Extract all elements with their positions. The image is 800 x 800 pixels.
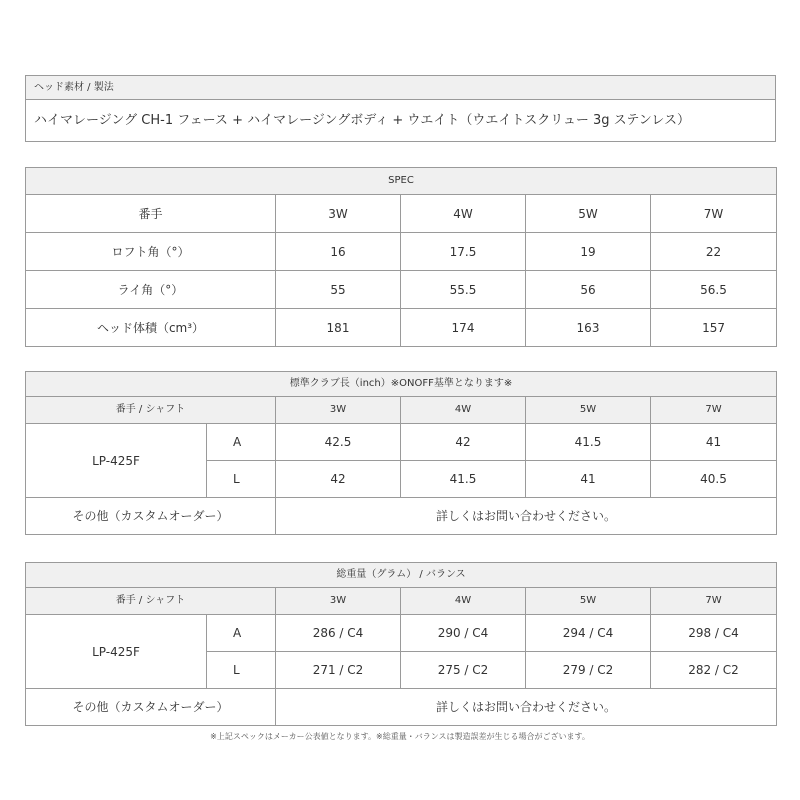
length-col-header: 7W (651, 397, 777, 424)
table-cell: 275 / C2 (401, 652, 526, 689)
table-cell: 163 (526, 309, 651, 347)
table-row (26, 689, 777, 726)
spec-col-header: 4W (401, 195, 526, 233)
table-cell: 55.5 (401, 271, 526, 309)
table-row (26, 615, 777, 652)
row-label: ライ角（°） (26, 271, 276, 309)
weight-col-header: 4W (401, 588, 526, 615)
table-cell: 42.5 (276, 424, 401, 461)
table-cell: 55 (276, 271, 401, 309)
table-cell: 290 / C4 (401, 615, 526, 652)
table-row (26, 309, 777, 347)
footnote: ※上記スペックはメーカー公表値となります。※総重量・バランスは製造誤差が生じる場合がございます。 (210, 732, 590, 741)
length-title: 標準クラブ長（inch）※ONOFF基準となります※ (26, 372, 777, 397)
table-cell: 42 (401, 424, 526, 461)
spec-table (25, 167, 777, 347)
table-cell: 40.5 (651, 461, 777, 498)
table-cell: 174 (401, 309, 526, 347)
row-label: ヘッド体積（cm³） (26, 309, 276, 347)
material-value: ハイマレージング CH-1 フェース + ハイマレージングボディ + ウエイト（ウエイトスクリュー 3g ステンレス） (26, 100, 776, 142)
weight-table (25, 562, 777, 726)
spec-title: SPEC (26, 168, 777, 195)
table-row (26, 271, 777, 309)
length-col-header: 4W (401, 397, 526, 424)
spec-col-header: 番手 (26, 195, 276, 233)
table-cell: 16 (276, 233, 401, 271)
spec-col-header: 3W (276, 195, 401, 233)
other-value: 詳しくはお問い合わせください。 (276, 689, 777, 726)
table-cell: 41.5 (401, 461, 526, 498)
material-header: ヘッド素材 / 製法 (26, 76, 776, 100)
weight-title: 総重量（グラム） / バランス (26, 563, 777, 588)
spec-col-header: 7W (651, 195, 777, 233)
table-cell: 17.5 (401, 233, 526, 271)
table-cell: 282 / C2 (651, 652, 777, 689)
length-head-label: 番手 / シャフト (26, 397, 276, 424)
weight-col-header: 7W (651, 588, 777, 615)
weight-head-label: 番手 / シャフト (26, 588, 276, 615)
table-cell: 41 (526, 461, 651, 498)
length-table (25, 371, 777, 535)
table-cell: 19 (526, 233, 651, 271)
flex-label: L (207, 461, 276, 498)
table-cell: 41.5 (526, 424, 651, 461)
table-row (26, 424, 777, 461)
table-cell: 56.5 (651, 271, 777, 309)
table-row (26, 498, 777, 535)
spec-col-header: 5W (526, 195, 651, 233)
flex-label: A (207, 615, 276, 652)
table-cell: 181 (276, 309, 401, 347)
shaft-name: LP-425F (26, 615, 207, 689)
weight-col-header: 3W (276, 588, 401, 615)
table-cell: 298 / C4 (651, 615, 777, 652)
table-cell: 271 / C2 (276, 652, 401, 689)
shaft-name: LP-425F (26, 424, 207, 498)
material-table (25, 75, 776, 142)
table-cell: 42 (276, 461, 401, 498)
table-cell: 56 (526, 271, 651, 309)
weight-col-header: 5W (526, 588, 651, 615)
flex-label: A (207, 424, 276, 461)
length-col-header: 3W (276, 397, 401, 424)
table-cell: 22 (651, 233, 777, 271)
table-cell: 279 / C2 (526, 652, 651, 689)
table-row (26, 233, 777, 271)
other-label: その他（カスタムオーダー） (26, 689, 276, 726)
other-value: 詳しくはお問い合わせください。 (276, 498, 777, 535)
other-label: その他（カスタムオーダー） (26, 498, 276, 535)
length-col-header: 5W (526, 397, 651, 424)
table-cell: 286 / C4 (276, 615, 401, 652)
flex-label: L (207, 652, 276, 689)
table-cell: 157 (651, 309, 777, 347)
table-cell: 41 (651, 424, 777, 461)
row-label: ロフト角（°） (26, 233, 276, 271)
table-cell: 294 / C4 (526, 615, 651, 652)
